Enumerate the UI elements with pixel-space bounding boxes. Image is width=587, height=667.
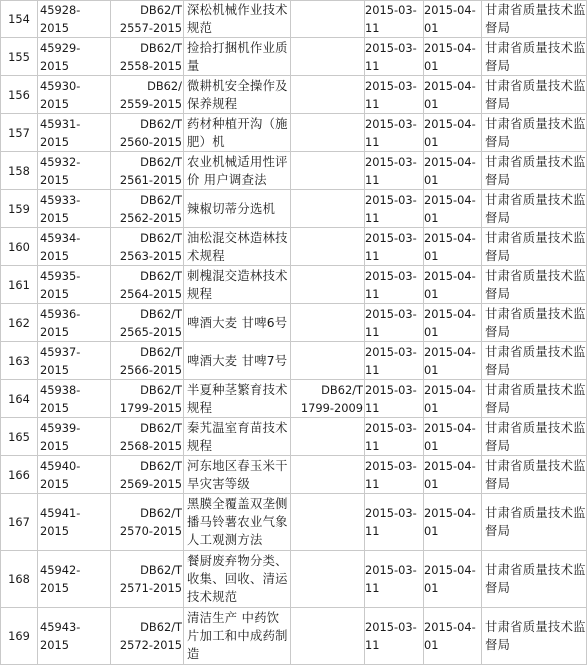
effective-date: 2015-04- 01 <box>424 344 476 377</box>
row-number: 166 <box>8 467 30 482</box>
standard-number-cell <box>111 228 184 266</box>
archive-code: 45934- 2015 <box>40 230 81 263</box>
standard-number: DB62/T 2557-2015 <box>119 3 182 35</box>
row-number: 158 <box>8 163 30 178</box>
issuing-authority: 甘肃省质量技术监督局 <box>485 420 586 453</box>
row-number-cell <box>1 342 38 380</box>
effective-date-cell <box>424 380 482 418</box>
archive-code-cell <box>38 342 111 380</box>
issuing-authority: 甘肃省质量技术监督局 <box>485 306 586 339</box>
standard-number: DB62/T 2568-2015 <box>119 420 182 453</box>
effective-date: 2015-04- 01 <box>424 116 476 149</box>
standard-name-cell <box>184 456 291 494</box>
archive-code-cell <box>38 494 111 551</box>
standard-name-cell <box>184 1 291 38</box>
row-number-cell <box>1 494 38 551</box>
issuing-authority-cell <box>482 304 587 342</box>
row-number-cell <box>1 38 38 76</box>
row-number: 162 <box>8 315 30 330</box>
issue-date: 2015-03- 11 <box>365 78 417 111</box>
issuing-authority: 甘肃省质量技术监督局 <box>485 506 586 538</box>
issuing-authority-cell <box>482 114 587 152</box>
standard-number-cell <box>111 380 184 418</box>
standard-number-cell <box>111 342 184 380</box>
standard-number: DB62/T 1799-2015 <box>119 382 182 415</box>
archive-code: 45937- 2015 <box>40 344 81 377</box>
issue-date-cell <box>365 266 424 304</box>
standard-name-cell <box>184 304 291 342</box>
replaced-standard-cell <box>291 342 365 380</box>
table-row <box>1 418 587 456</box>
archive-code: 45938- 2015 <box>40 382 81 415</box>
issuing-authority: 甘肃省质量技术监督局 <box>485 116 586 149</box>
issuing-authority: 甘肃省质量技术监督局 <box>485 154 586 187</box>
standard-number-cell <box>111 608 184 665</box>
archive-code-cell <box>38 228 111 266</box>
archive-code: 45939- 2015 <box>40 420 81 453</box>
standard-number: DB62/T 2572-2015 <box>119 620 182 652</box>
standard-name: 河东地区春玉米干旱灾害等级 <box>187 458 288 491</box>
standard-name: 啤酒大麦 甘啤6号 <box>187 315 288 330</box>
issuing-authority: 甘肃省质量技术监督局 <box>485 230 586 263</box>
standard-name-cell <box>184 551 291 608</box>
replaced-standard-cell <box>291 190 365 228</box>
standard-name-cell <box>184 418 291 456</box>
archive-code: 45928- 2015 <box>40 3 81 35</box>
replaced-standard-cell <box>291 1 365 38</box>
issue-date-cell <box>365 190 424 228</box>
issuing-authority-cell <box>482 266 587 304</box>
archive-code: 45930- 2015 <box>40 78 81 111</box>
row-number-cell <box>1 266 38 304</box>
table-row <box>1 114 587 152</box>
row-number-cell <box>1 76 38 114</box>
issuing-authority: 甘肃省质量技术监督局 <box>485 78 586 111</box>
issue-date-cell <box>365 608 424 665</box>
standard-number-cell <box>111 418 184 456</box>
effective-date-cell <box>424 418 482 456</box>
table-row <box>1 266 587 304</box>
issue-date: 2015-03- 11 <box>365 382 417 415</box>
archive-code: 45936- 2015 <box>40 306 81 339</box>
issuing-authority-cell <box>482 380 587 418</box>
issuing-authority-cell <box>482 342 587 380</box>
replaced-standard-cell <box>291 228 365 266</box>
issue-date: 2015-03- 11 <box>365 154 417 187</box>
standard-name: 黑膜全覆盖双垄侧播马铃薯农业气象人工观测方法 <box>187 497 288 547</box>
archive-code: 45942- 2015 <box>40 563 81 595</box>
archive-code-cell <box>38 304 111 342</box>
replaced-standard-cell <box>291 380 365 418</box>
effective-date-cell <box>424 38 482 76</box>
issue-date: 2015-03- 11 <box>365 306 417 339</box>
row-number-cell <box>1 418 38 456</box>
issuing-authority-cell <box>482 456 587 494</box>
row-number: 161 <box>8 277 30 292</box>
issue-date: 2015-03- 11 <box>365 192 417 225</box>
standard-name: 清洁生产 中药饮片加工和中成药制造 <box>187 611 288 661</box>
standard-number: DB62/T 2561-2015 <box>119 154 182 187</box>
effective-date: 2015-04- 01 <box>424 78 476 111</box>
row-number-cell <box>1 551 38 608</box>
standard-name-cell <box>184 380 291 418</box>
effective-date: 2015-04- 01 <box>424 458 476 491</box>
effective-date: 2015-04- 01 <box>424 3 476 35</box>
issuing-authority: 甘肃省质量技术监督局 <box>485 3 586 35</box>
replaced-standard-cell <box>291 494 365 551</box>
standard-name: 微耕机安全操作及保养规程 <box>187 78 288 111</box>
issuing-authority: 甘肃省质量技术监督局 <box>485 40 586 73</box>
effective-date-cell <box>424 551 482 608</box>
effective-date: 2015-04- 01 <box>424 268 476 301</box>
standard-name: 药材种植开沟（施肥）机 <box>187 116 288 149</box>
effective-date-cell <box>424 342 482 380</box>
standard-number: DB62/T 2569-2015 <box>119 458 182 491</box>
issue-date: 2015-03- 11 <box>365 40 417 73</box>
archive-code-cell <box>38 152 111 190</box>
table-row <box>1 608 587 665</box>
issuing-authority-cell <box>482 494 587 551</box>
archive-code-cell <box>38 76 111 114</box>
table-row <box>1 494 587 551</box>
table-row <box>1 456 587 494</box>
row-number: 167 <box>8 515 30 529</box>
effective-date: 2015-04- 01 <box>424 230 476 263</box>
standard-number: DB62/T 2564-2015 <box>119 268 182 301</box>
archive-code-cell <box>38 418 111 456</box>
issuing-authority-cell <box>482 551 587 608</box>
standard-name-cell <box>184 494 291 551</box>
archive-code: 45940- 2015 <box>40 458 81 491</box>
standard-name-cell <box>184 190 291 228</box>
issuing-authority-cell <box>482 190 587 228</box>
effective-date: 2015-04- 01 <box>424 192 476 225</box>
row-number: 169 <box>8 629 30 643</box>
issue-date: 2015-03- 11 <box>365 506 417 538</box>
issue-date: 2015-03- 11 <box>365 344 417 377</box>
table-row <box>1 76 587 114</box>
standard-name-cell <box>184 266 291 304</box>
effective-date: 2015-04- 01 <box>424 506 476 538</box>
standard-name: 农业机械适用性评价 用户调查法 <box>187 154 288 187</box>
standard-name: 秦艽温室育苗技术规程 <box>187 420 288 453</box>
archive-code: 45935- 2015 <box>40 268 81 301</box>
effective-date-cell <box>424 114 482 152</box>
effective-date-cell <box>424 266 482 304</box>
standard-name: 油松混交林造林技术规程 <box>187 230 288 263</box>
issuing-authority: 甘肃省质量技术监督局 <box>485 382 586 415</box>
issue-date-cell <box>365 342 424 380</box>
replaced-standard-cell <box>291 152 365 190</box>
archive-code-cell <box>38 551 111 608</box>
issue-date-cell <box>365 418 424 456</box>
standard-name-cell <box>184 608 291 665</box>
standard-name: 半夏种茎繁育技术规程 <box>187 382 288 415</box>
standard-name: 啤酒大麦 甘啤7号 <box>187 353 288 368</box>
standard-number: DB62/T 2563-2015 <box>119 230 182 263</box>
replaced-standard-cell <box>291 551 365 608</box>
row-number: 168 <box>8 572 30 586</box>
standard-number: DB62/T 2565-2015 <box>119 306 182 339</box>
standard-name-cell <box>184 38 291 76</box>
effective-date: 2015-04- 01 <box>424 563 476 595</box>
row-number: 157 <box>8 125 30 140</box>
standard-number-cell <box>111 190 184 228</box>
standard-number-cell <box>111 494 184 551</box>
issue-date-cell <box>365 380 424 418</box>
standard-name-cell <box>184 228 291 266</box>
issuing-authority-cell <box>482 418 587 456</box>
effective-date: 2015-04- 01 <box>424 620 476 652</box>
archive-code: 45929- 2015 <box>40 40 81 73</box>
standard-number: DB62/T 2571-2015 <box>119 563 182 595</box>
table-body <box>1 1 587 665</box>
issue-date-cell <box>365 228 424 266</box>
standard-number-cell <box>111 1 184 38</box>
standard-number: DB62/T 2562-2015 <box>119 192 182 225</box>
issuing-authority: 甘肃省质量技术监督局 <box>485 620 586 652</box>
archive-code-cell <box>38 380 111 418</box>
standard-name-cell <box>184 114 291 152</box>
effective-date: 2015-04- 01 <box>424 420 476 453</box>
archive-code-cell <box>38 1 111 38</box>
issuing-authority-cell <box>482 1 587 38</box>
issue-date: 2015-03- 11 <box>365 420 417 453</box>
table-row <box>1 304 587 342</box>
standard-name: 捡拾打捆机作业质量 <box>187 40 288 73</box>
issuing-authority-cell <box>482 38 587 76</box>
effective-date: 2015-04- 01 <box>424 306 476 339</box>
effective-date: 2015-04- 01 <box>424 382 476 415</box>
effective-date: 2015-04- 01 <box>424 154 476 187</box>
row-number: 165 <box>8 429 30 444</box>
issue-date-cell <box>365 304 424 342</box>
archive-code: 45943- 2015 <box>40 620 81 652</box>
standard-name: 深松机械作业技术规范 <box>187 3 288 35</box>
replaced-standard-cell <box>291 114 365 152</box>
replaced-standard-cell <box>291 304 365 342</box>
row-number: 156 <box>8 87 30 102</box>
table-row <box>1 380 587 418</box>
issue-date: 2015-03- 11 <box>365 3 417 35</box>
row-number: 160 <box>8 239 30 254</box>
effective-date-cell <box>424 456 482 494</box>
effective-date-cell <box>424 1 482 38</box>
standard-name: 辣椒切蒂分选机 <box>187 201 276 216</box>
standard-number-cell <box>111 114 184 152</box>
issuing-authority: 甘肃省质量技术监督局 <box>485 344 586 377</box>
issuing-authority-cell <box>482 152 587 190</box>
table-row <box>1 228 587 266</box>
standard-number-cell <box>111 38 184 76</box>
issuing-authority-cell <box>482 228 587 266</box>
standard-number: DB62/T 2570-2015 <box>119 506 182 538</box>
archive-code: 45941- 2015 <box>40 506 81 538</box>
effective-date: 2015-04- 01 <box>424 40 476 73</box>
standard-number-cell <box>111 304 184 342</box>
issue-date: 2015-03- 11 <box>365 230 417 263</box>
standard-number-cell <box>111 76 184 114</box>
standard-number-cell <box>111 551 184 608</box>
archive-code-cell <box>38 608 111 665</box>
issue-date-cell <box>365 551 424 608</box>
issue-date-cell <box>365 494 424 551</box>
issuing-authority: 甘肃省质量技术监督局 <box>485 268 586 301</box>
issue-date-cell <box>365 38 424 76</box>
row-number: 163 <box>8 353 30 368</box>
row-number-cell <box>1 114 38 152</box>
replaced-standard-cell <box>291 456 365 494</box>
effective-date-cell <box>424 608 482 665</box>
table-row <box>1 190 587 228</box>
standard-name: 餐厨废弃物分类、收集、回收、清运技术规范 <box>187 554 288 604</box>
issue-date: 2015-03- 11 <box>365 116 417 149</box>
effective-date-cell <box>424 304 482 342</box>
table-row <box>1 1 587 38</box>
archive-code-cell <box>38 266 111 304</box>
issue-date-cell <box>365 152 424 190</box>
replaced-standard-cell <box>291 608 365 665</box>
issue-date: 2015-03- 11 <box>365 458 417 491</box>
row-number-cell <box>1 1 38 38</box>
standard-number: DB62/T 2566-2015 <box>119 344 182 377</box>
row-number-cell <box>1 228 38 266</box>
row-number-cell <box>1 190 38 228</box>
issue-date: 2015-03- 11 <box>365 563 417 595</box>
issuing-authority: 甘肃省质量技术监督局 <box>485 563 586 595</box>
row-number: 155 <box>8 49 30 64</box>
row-number-cell <box>1 608 38 665</box>
standard-number-cell <box>111 152 184 190</box>
issuing-authority: 甘肃省质量技术监督局 <box>485 458 586 491</box>
replaced-standard-cell <box>291 418 365 456</box>
row-number-cell <box>1 380 38 418</box>
standard-name-cell <box>184 152 291 190</box>
issue-date: 2015-03- 11 <box>365 268 417 301</box>
issue-date-cell <box>365 1 424 38</box>
standard-number: DB62/T 2558-2015 <box>119 40 182 73</box>
replaced-standard-cell <box>291 266 365 304</box>
archive-code: 45932- 2015 <box>40 154 81 187</box>
issue-date-cell <box>365 456 424 494</box>
standard-number: DB62/ 2559-2015 <box>119 78 182 111</box>
issuing-authority-cell <box>482 76 587 114</box>
replaced-standard-cell <box>291 38 365 76</box>
table-row <box>1 551 587 608</box>
table-row <box>1 152 587 190</box>
archive-code-cell <box>38 190 111 228</box>
replaced-standard: DB62/T 1799-2009 <box>300 382 363 415</box>
archive-code: 45933- 2015 <box>40 192 81 225</box>
replaced-standard-cell <box>291 76 365 114</box>
issue-date: 2015-03- 11 <box>365 620 417 652</box>
table-row <box>1 38 587 76</box>
standard-name-cell <box>184 342 291 380</box>
archive-code-cell <box>38 456 111 494</box>
row-number: 164 <box>8 391 30 406</box>
archive-code-cell <box>38 114 111 152</box>
effective-date-cell <box>424 190 482 228</box>
row-number-cell <box>1 304 38 342</box>
standard-name: 刺槐混交造林技术规程 <box>187 268 288 301</box>
row-number-cell <box>1 456 38 494</box>
standard-number: DB62/T 2560-2015 <box>119 116 182 149</box>
row-number-cell <box>1 152 38 190</box>
standard-number-cell <box>111 456 184 494</box>
issuing-authority-cell <box>482 608 587 665</box>
archive-code: 45931- 2015 <box>40 116 81 149</box>
row-number: 159 <box>8 201 30 216</box>
effective-date-cell <box>424 228 482 266</box>
standard-number-cell <box>111 266 184 304</box>
effective-date-cell <box>424 494 482 551</box>
effective-date-cell <box>424 76 482 114</box>
archive-code-cell <box>38 38 111 76</box>
issue-date-cell <box>365 76 424 114</box>
table-row <box>1 342 587 380</box>
issue-date-cell <box>365 114 424 152</box>
effective-date-cell <box>424 152 482 190</box>
issuing-authority: 甘肃省质量技术监督局 <box>485 192 586 225</box>
row-number: 154 <box>8 12 30 26</box>
standard-name-cell <box>184 76 291 114</box>
